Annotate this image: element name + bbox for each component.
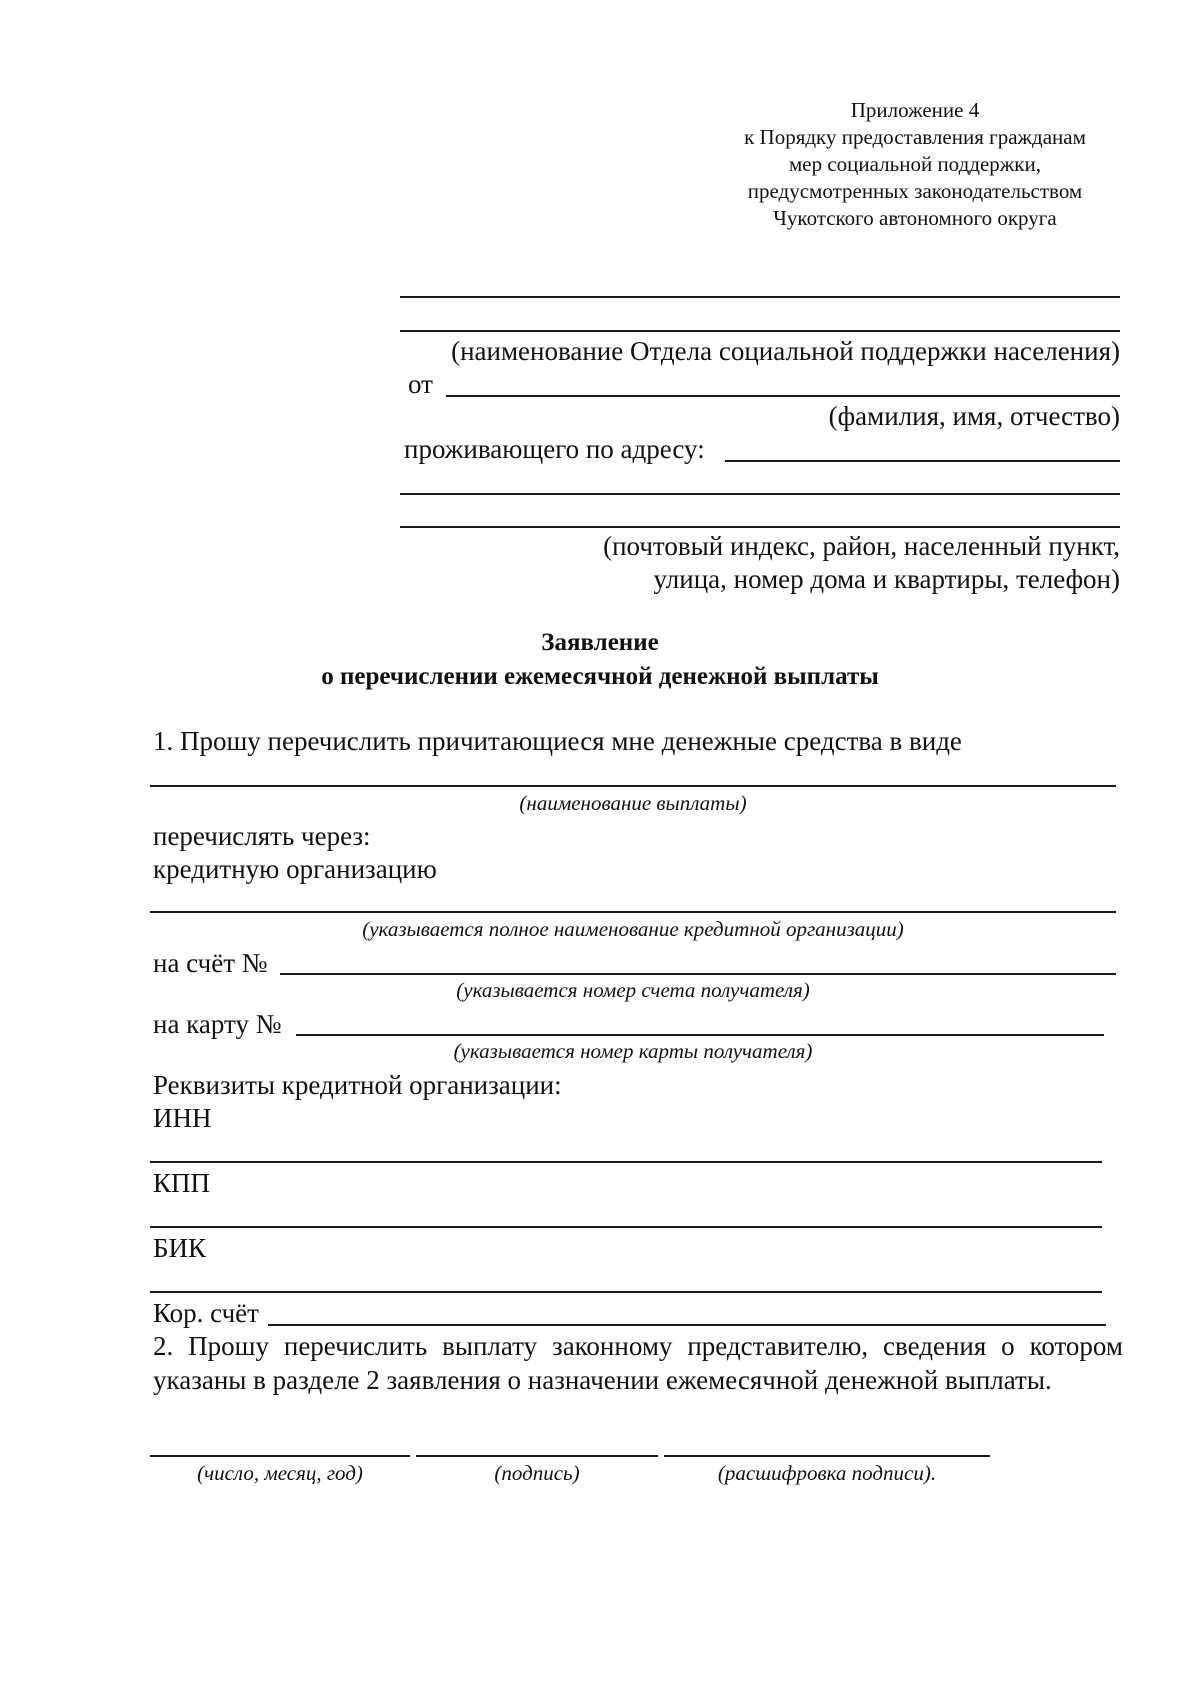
header-line: предусмотренных законодательством	[747, 179, 1083, 203]
document-subtitle: о перечислении ежемесячной денежной выплаты	[321, 663, 879, 690]
dept-line-1[interactable]	[400, 296, 1120, 298]
address-line-3[interactable]	[400, 526, 1120, 528]
address-label: проживающего по адресу:	[404, 434, 705, 464]
card-caption: (указывается номер карты получателя)	[453, 1039, 813, 1063]
header-line: мер социальной поддержки,	[789, 152, 1041, 176]
header-line: Приложение 4	[850, 98, 980, 122]
address-caption-1: (почтовый индекс, район, населенный пункт,	[603, 531, 1120, 561]
document-title: Заявление	[541, 629, 659, 656]
signature-caption: (подпись)	[494, 1461, 580, 1485]
address-line-1[interactable]	[725, 460, 1120, 462]
fio-caption: (фамилия, имя, отчество)	[828, 401, 1120, 431]
credit-org-caption: (указывается полное наименование кредитной организации)	[362, 917, 904, 941]
date-caption: (число, месяц, год)	[197, 1461, 363, 1485]
card-label: на карту №	[153, 1009, 282, 1039]
header-line: Чукотского автономного округа	[773, 206, 1057, 230]
paragraph-2-line-2: указаны в разделе 2 заявления о назначении ежемесячной денежной выплаты.	[153, 1365, 1052, 1395]
payment-caption: (наименование выплаты)	[519, 791, 747, 815]
address-caption-2: улица, номер дома и квартиры, телефон)	[653, 564, 1120, 594]
requisites-label: Реквизиты кредитной организации:	[153, 1070, 562, 1100]
fio-line[interactable]	[446, 395, 1120, 397]
signature-line[interactable]	[416, 1455, 658, 1457]
account-number-line[interactable]	[280, 973, 1116, 975]
corr-account-label: Кор. счёт	[153, 1298, 259, 1328]
from-label: от	[408, 369, 433, 399]
signature-decode-caption: (расшифровка подписи).	[717, 1461, 937, 1485]
account-label: на счёт №	[153, 948, 268, 978]
account-caption: (указывается номер счета получателя)	[456, 978, 810, 1002]
credit-org-line[interactable]	[150, 911, 1116, 913]
inn-line[interactable]	[150, 1161, 1102, 1163]
inn-label: ИНН	[153, 1103, 212, 1133]
bik-label: БИК	[153, 1233, 207, 1263]
corr-account-line[interactable]	[268, 1324, 1106, 1326]
signature-decode-line[interactable]	[664, 1455, 990, 1457]
bik-line[interactable]	[150, 1291, 1102, 1293]
dept-caption: (наименование Отдела социальной поддержки населения)	[451, 336, 1120, 366]
dept-line-2[interactable]	[400, 330, 1120, 332]
payment-name-line[interactable]	[150, 785, 1116, 787]
transfer-via-label: перечислять через:	[153, 821, 371, 851]
address-line-2[interactable]	[400, 493, 1120, 495]
kpp-label: КПП	[153, 1168, 211, 1198]
paragraph-2-line-1: 2. Прошу перечислить выплату законному представителю, сведения о котором	[153, 1331, 1123, 1361]
kpp-line[interactable]	[150, 1226, 1102, 1228]
card-number-line[interactable]	[296, 1034, 1104, 1036]
credit-org-label: кредитную организацию	[153, 854, 437, 884]
paragraph-1: 1. Прошу перечислить причитающиеся мне денежные средства в виде	[153, 726, 962, 756]
header-line: к Порядку предоставления гражданам	[744, 125, 1086, 149]
date-line[interactable]	[150, 1455, 410, 1457]
